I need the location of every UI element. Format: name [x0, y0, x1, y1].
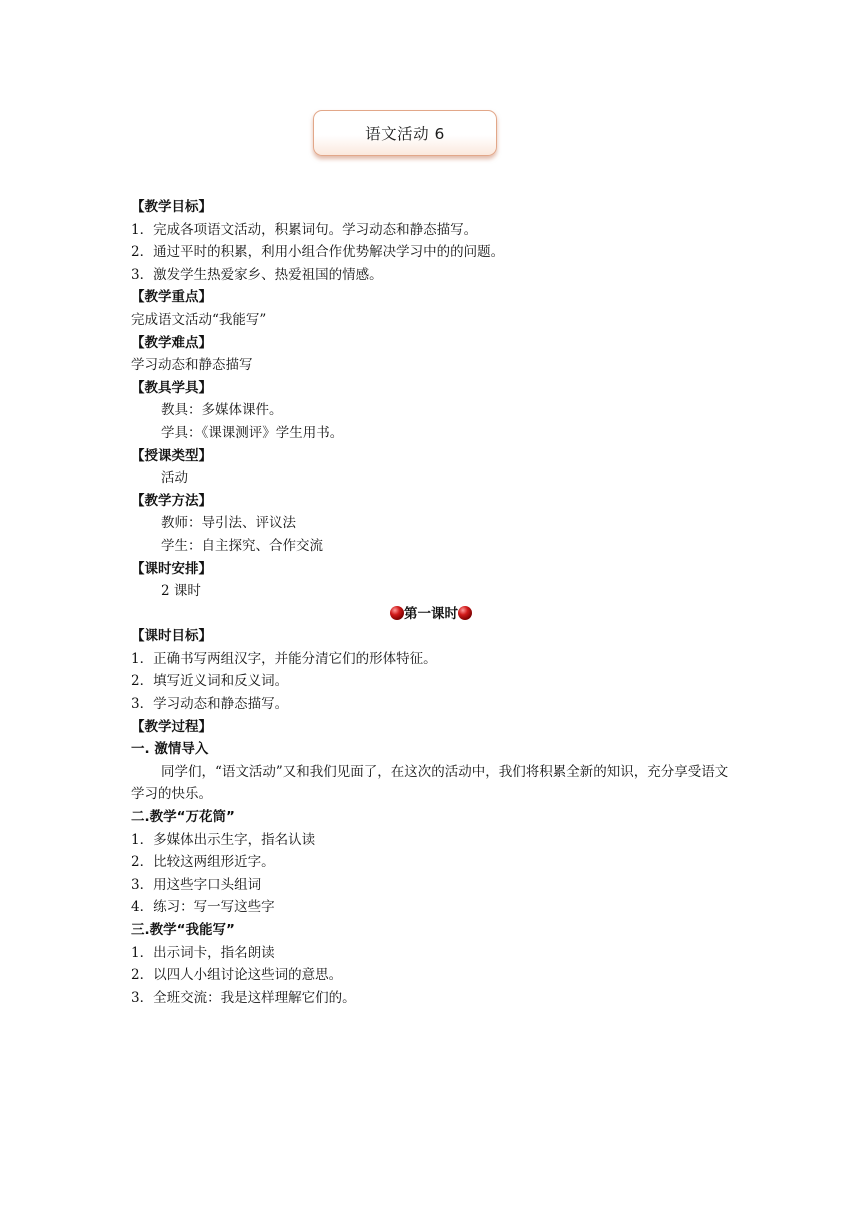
difficulty-text: 学习动态和静态描写 [131, 357, 253, 374]
document-title: 语文活动 6 [365, 125, 445, 143]
document-body [131, 196, 731, 1009]
step1-heading: 一. 激情导入 [131, 741, 209, 758]
goal-item: 2．通过平时的积累，利用小组合作优势解决学习中的的问题。 [131, 244, 505, 261]
goals-heading: 【教学目标】 [131, 199, 212, 215]
lesson-goal-item: 3．学习动态和静态描写。 [131, 696, 289, 713]
step2-item: 2．比较这两组形近字。 [131, 854, 275, 871]
key-heading: 【教学重点】 [131, 289, 212, 306]
step3-heading: 三.教学“我能写” [131, 922, 235, 938]
step2-item: 1．多媒体出示生字，指名认读 [131, 831, 316, 848]
lesson-goals-heading: 【课时目标】 [131, 628, 212, 645]
goal-item: 3．激发学生热爱家乡、热爱祖国的情感。 [131, 266, 383, 283]
schedule-heading: 【课时安排】 [131, 560, 212, 577]
schedule-text: 2 课时 [161, 583, 201, 600]
difficulty-heading: 【教学难点】 [131, 334, 212, 351]
tool-item: 学具：《课课测评》学生用书。 [161, 424, 344, 441]
red-ball-icon [458, 606, 472, 620]
lesson-goal-item: 1．正确书写两组汉字，并能分清它们的形体特征。 [131, 650, 437, 667]
step2-item: 4．练习：写一写这些字 [131, 899, 275, 916]
tool-item: 教具：多媒体课件。 [161, 402, 283, 419]
key-text: 完成语文活动“我能写” [131, 311, 267, 328]
type-text: 活动 [161, 470, 188, 487]
method-item: 教师：导引法、评议法 [161, 515, 296, 532]
step3-item: 3．全班交流：我是这样理解它们的。 [131, 989, 356, 1006]
lesson-goal-item: 2．填写近义词和反义词。 [131, 673, 289, 690]
tools-heading: 【教具学具】 [131, 379, 212, 396]
lesson1-title-row [131, 603, 731, 626]
method-heading: 【教学方法】 [131, 492, 212, 509]
process-heading: 【教学过程】 [131, 718, 212, 735]
document-title-box [313, 110, 497, 156]
step3-item: 1．出示词卡，指名朗读 [131, 944, 275, 961]
step3-item: 2．以四人小组讨论这些词的意思。 [131, 967, 343, 984]
step1-text: 同学们，“语文活动”又和我们见面了，在这次的活动中，我们将积累全新的知识，充分享受语文学习的快乐。 [131, 763, 729, 803]
type-heading: 【授课类型】 [131, 447, 212, 464]
lesson1-title: 第一课时 [404, 605, 458, 622]
red-ball-icon [390, 606, 404, 620]
step2-heading: 二.教学“万花筒” [131, 809, 235, 826]
step2-item: 3．用这些字口头组词 [131, 876, 262, 893]
method-item: 学生：自主探究、合作交流 [161, 537, 323, 554]
goal-item: 1．完成各项语文活动，积累词句。学习动态和静态描写。 [131, 221, 478, 238]
